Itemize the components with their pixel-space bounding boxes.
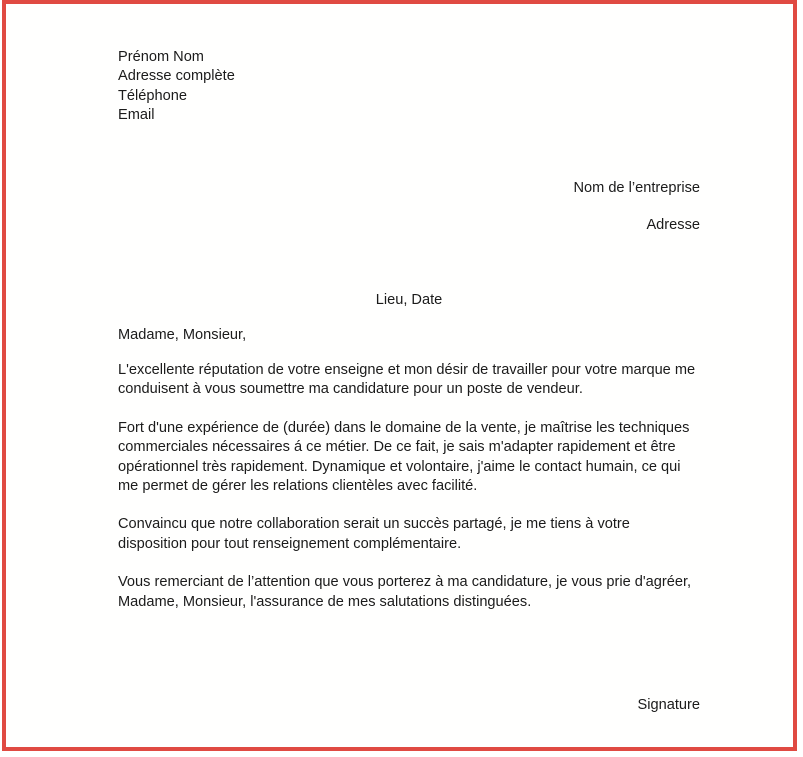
paragraph-experience: Fort d'une expérience de (durée) dans le domaine de la vente, je maîtrise les techniques commerciales nécessaires á ce métier. De ce fait, je sais m'adapter rapidement et être opérationnel très rapidement. Dynamique et volontaire, j'aime le contact humain, ce qui me permet de gérer les relations clientèles avec facilité. xyxy=(118,419,690,495)
sender-address-block xyxy=(118,48,235,126)
place-and-date: Lieu, Date xyxy=(375,292,443,308)
letter-red-frame xyxy=(2,0,797,751)
recipient-address-block xyxy=(118,179,700,236)
sender-email: Email xyxy=(118,107,155,124)
sender-phone: Téléphone xyxy=(118,87,187,104)
recipient-address: Adresse xyxy=(646,217,700,234)
recipient-company-name: Nom de l’entreprise xyxy=(573,180,700,196)
letter-page xyxy=(6,4,793,747)
sender-name: Prénom Nom xyxy=(118,49,204,65)
signature-line: Signature xyxy=(637,697,700,713)
sender-street-address: Adresse complète xyxy=(118,68,235,85)
salutation: Madame, Monsieur, xyxy=(118,327,247,343)
paragraph-closing: Vous remerciant de l’attention que vous porterez à ma candidature, je vous prie d'agréer, Madame, Monsieur, l'assurance de mes salutations distinguées. xyxy=(118,574,692,610)
letter-paragraphs xyxy=(118,361,700,631)
paragraph-availability: Convaincu que notre collaboration serait un succès partagé, je me tiens à votre disposition pour tout renseignement complémentaire. xyxy=(118,516,630,552)
paragraph-intro: L'excellente réputation de votre enseigne et mon désir de travailler pour votre marque me conduisent à vous soumettre ma candidature pour un poste de vendeur. xyxy=(118,362,696,398)
